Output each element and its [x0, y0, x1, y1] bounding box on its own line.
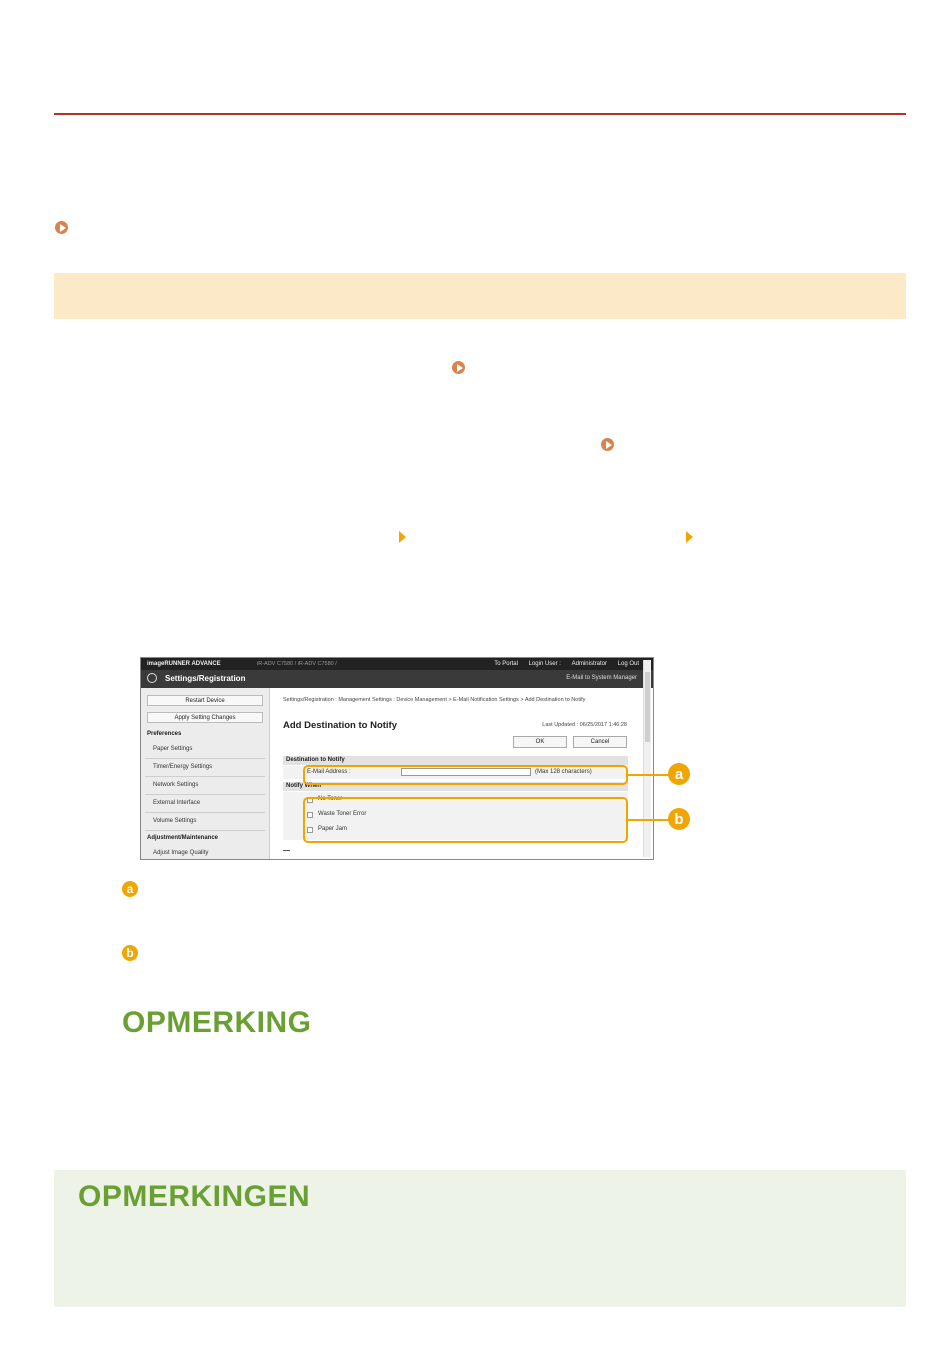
- ok-button[interactable]: OK: [513, 736, 567, 748]
- app-title: Settings/Registration: [165, 674, 246, 683]
- sidebar-item-volume[interactable]: Volume Settings: [153, 818, 197, 824]
- no-toner-label: No Toner: [318, 796, 343, 802]
- divider: [145, 776, 265, 777]
- callout-badge-b: b: [668, 808, 690, 830]
- scrollbar-thumb[interactable]: [645, 672, 650, 742]
- preferences-header: Preferences: [147, 731, 182, 737]
- item-badge-b: b: [122, 945, 138, 961]
- item-badge-a: a: [122, 881, 138, 897]
- sidebar: [141, 688, 270, 859]
- callout-badge-a: a: [668, 763, 690, 785]
- divider: [145, 758, 265, 759]
- scroll-top-icon[interactable]: [283, 850, 290, 856]
- section-band: [54, 273, 906, 319]
- brand-name: imageRUNNER ADVANCE: [147, 661, 221, 667]
- notes-heading: OPMERKINGEN: [78, 1180, 311, 1213]
- page-title: Add Destination to Notify: [283, 720, 397, 731]
- callout-frame-b: [303, 797, 628, 843]
- cancel-button[interactable]: Cancel: [573, 736, 627, 748]
- sidebar-item-network[interactable]: Network Settings: [153, 782, 199, 788]
- section-notify-when: Notify When: [283, 782, 628, 791]
- restart-device-button[interactable]: Restart Device: [147, 695, 263, 706]
- callout-frame-a: [303, 765, 628, 785]
- section-destination: Destination to Notify: [283, 756, 628, 765]
- waste-toner-label: Waste Toner Error: [318, 811, 367, 817]
- adjustment-header: Adjustment/Maintenance: [147, 835, 219, 841]
- step-arrow-icon: [686, 531, 693, 543]
- to-portal-link[interactable]: To Portal: [494, 661, 518, 667]
- note-heading: OPMERKING: [122, 1006, 312, 1039]
- link-arrow-icon[interactable]: [452, 361, 465, 374]
- settings-gear-icon: [147, 673, 157, 683]
- login-user-label: Login User :: [528, 661, 561, 667]
- link-arrow-icon[interactable]: [601, 438, 614, 451]
- device-model: iR-ADV C7580 / iR-ADV C7580 /: [257, 661, 337, 667]
- top-bar: [141, 658, 653, 670]
- divider: [145, 794, 265, 795]
- header-rule: [54, 113, 906, 115]
- divider: [145, 830, 265, 831]
- paper-jam-label: Paper Jam: [318, 826, 348, 832]
- divider: [145, 812, 265, 813]
- email-system-manager-link[interactable]: E-Mail to System Manager: [566, 675, 637, 681]
- link-arrow-icon[interactable]: [55, 221, 68, 234]
- email-label: E-Mail Address :: [307, 769, 351, 775]
- breadcrumb: Settings/Registration : Management Settings : Device Management > E-Mail Notification Settings > Add Destination to Notify: [283, 697, 586, 703]
- scrollbar[interactable]: [643, 660, 651, 857]
- last-updated: Last Updated : 06/25/2017 1:46:28: [542, 722, 627, 728]
- sidebar-item-external-interface[interactable]: External Interface: [153, 800, 201, 806]
- sidebar-item-adjust-image[interactable]: Adjust Image Quality: [153, 850, 209, 856]
- top-links: [485, 661, 639, 667]
- callout-leader-b: [628, 819, 670, 821]
- callout-leader-a: [628, 774, 670, 776]
- logout-link[interactable]: Log Out: [617, 661, 639, 667]
- title-bar: [141, 670, 653, 688]
- apply-setting-changes-button[interactable]: Apply Setting Changes: [147, 712, 263, 723]
- user-name: Administrator: [571, 661, 607, 667]
- sidebar-item-paper-settings[interactable]: Paper Settings: [153, 746, 193, 752]
- step-arrow-icon: [399, 531, 406, 543]
- sidebar-item-timer-energy[interactable]: Timer/Energy Settings: [153, 764, 213, 770]
- max-characters-hint: (Max 128 characters): [535, 769, 592, 775]
